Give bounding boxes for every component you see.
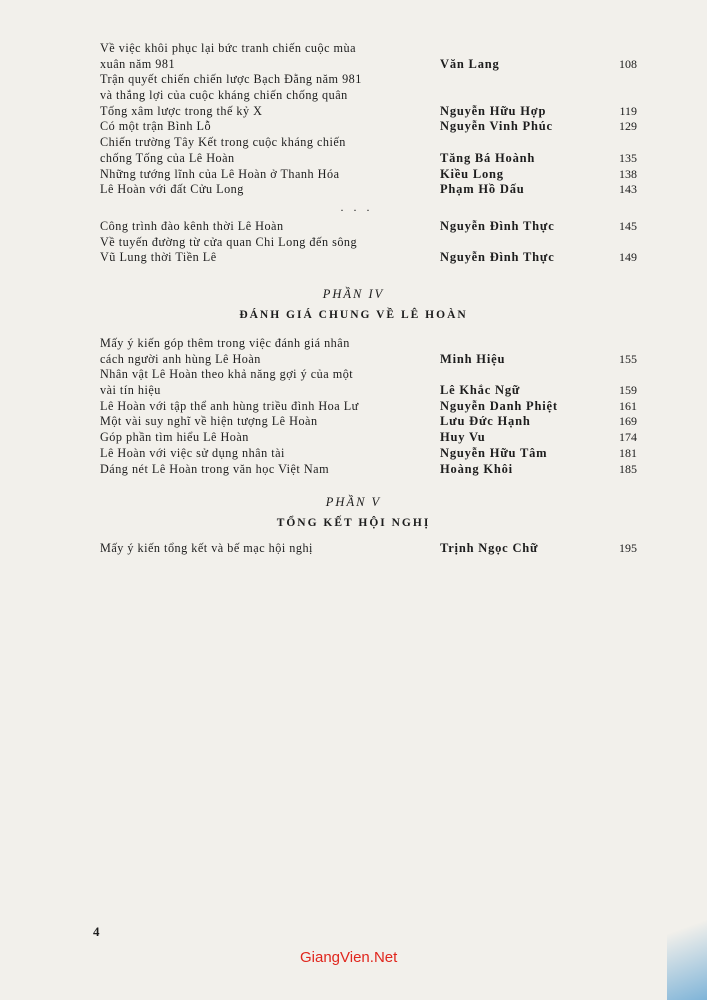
toc-entry (100, 414, 640, 430)
entry-author: Phạm Hồ Dấu (440, 182, 525, 197)
entry-title-line: Chiến trường Tây Kết trong cuộc kháng chiến (100, 135, 346, 150)
toc-entry (100, 167, 640, 183)
entry-title-line: Lê Hoàn với đất Cửu Long (100, 182, 244, 197)
entry-page-number: 108 (619, 56, 637, 71)
entry-page-number: 155 (619, 351, 637, 366)
toc-entry (100, 41, 640, 72)
entry-title-line: Góp phần tìm hiểu Lê Hoàn (100, 430, 249, 445)
entry-page-number: 119 (619, 103, 637, 118)
toc-entry (100, 336, 640, 367)
entry-title-line: chống Tống của Lê Hoàn (100, 150, 235, 165)
entry-page-number: 174 (619, 430, 637, 445)
toc-entry (100, 219, 640, 235)
entry-author: Nguyễn Danh Phiệt (440, 398, 558, 413)
scan-edge-tint (667, 880, 707, 1000)
entry-title-line: Có một trận Bình Lỗ (100, 119, 212, 134)
entry-author: Lê Khắc Ngữ (440, 383, 521, 398)
toc-entry (100, 462, 640, 478)
entry-page-number: 143 (619, 182, 637, 197)
entry-author: Kiều Long (440, 166, 504, 181)
entry-page-number: 149 (619, 250, 637, 265)
toc-section-part3-cont (100, 41, 640, 198)
entry-title-line: Nhân vật Lê Hoàn theo khả năng gợi ý của một (100, 367, 354, 382)
toc-entry (100, 430, 640, 446)
entry-title-line: Những tướng lĩnh của Lê Hoàn ở Thanh Hóa (100, 166, 340, 181)
entry-page-number: 185 (619, 461, 637, 476)
entry-title-line: cách người anh hùng Lê Hoàn (100, 351, 261, 366)
toc-entry (100, 446, 640, 462)
toc-entry (100, 182, 640, 198)
entry-page-number: 169 (619, 414, 637, 429)
entry-author: Hoàng Khôi (440, 461, 513, 476)
entry-title-line: Lê Hoàn với việc sử dụng nhân tài (100, 445, 285, 460)
entry-title-line: Trận quyết chiến chiến lược Bạch Đằng năm 981 (100, 72, 362, 87)
toc-entry (100, 72, 640, 119)
toc-entry (100, 367, 640, 398)
entry-page-number: 145 (619, 219, 637, 233)
part-label: PHẦN IV (322, 287, 385, 301)
entry-page-number: 195 (619, 541, 637, 555)
entry-page-number: 129 (619, 119, 637, 134)
watermark: GiangVien.Net (300, 949, 398, 966)
entry-title-line: xuân năm 981 (100, 56, 176, 71)
entry-page-number: 135 (619, 150, 637, 165)
entry-author: Trịnh Ngọc Chữ (440, 541, 539, 555)
entry-author: Tăng Bá Hoành (440, 150, 536, 165)
entry-author: Văn Lang (440, 56, 500, 71)
entry-author: Nguyễn Hữu Hợp (440, 103, 547, 118)
toc-entry (100, 399, 640, 415)
entry-author: Minh Hiệu (440, 351, 506, 366)
entry-title-line: vài tín hiệu (100, 383, 161, 398)
entry-title-line: và thắng lợi của cuộc kháng chiến chống quân (100, 88, 348, 103)
entry-title-line: Vũ Lung thời Tiền Lê (100, 250, 217, 265)
toc-entry (100, 119, 640, 135)
part-title: TỔNG KẾT HỘI NGHỊ (276, 517, 431, 529)
entry-author: Nguyễn Đình Thực (440, 250, 555, 265)
toc-section-canals (100, 219, 640, 266)
toc-entry (100, 541, 640, 557)
entry-page-number: 161 (619, 398, 637, 413)
section-separator-dots: · · · (340, 203, 373, 217)
part-title: ĐÁNH GIÁ CHUNG VỀ LÊ HOÀN (239, 309, 468, 321)
entry-title-line: Mấy ý kiến tổng kết và bế mạc hội nghị (100, 541, 313, 555)
toc-entry (100, 235, 640, 266)
entry-title-line: Về việc khôi phục lại bức tranh chiến cuộc mùa (100, 41, 357, 55)
entry-page-number: 159 (619, 383, 637, 398)
entry-page-number: 138 (619, 166, 637, 181)
toc-entry (100, 135, 640, 166)
toc-section-part5 (100, 541, 640, 557)
entry-author: Huy Vu (440, 430, 486, 445)
entry-title-line: Lê Hoàn với tập thể anh hùng triều đình Hoa Lư (100, 398, 359, 413)
entry-title-line: Công trình đào kênh thời Lê Hoàn (100, 219, 284, 233)
entry-page-number: 181 (619, 445, 637, 460)
entry-title-line: Dáng nét Lê Hoàn trong văn học Việt Nam (100, 461, 330, 476)
entry-author: Nguyễn Hữu Tâm (440, 445, 548, 460)
part-label: PHẦN V (325, 495, 382, 509)
entry-author: Nguyễn Đình Thực (440, 219, 555, 233)
toc-section-part4 (100, 336, 640, 477)
page-number: 4 (93, 924, 100, 939)
entry-title-line: Một vài suy nghĩ về hiện tượng Lê Hoàn (100, 414, 318, 429)
entry-title-line: Về tuyến đường từ cửa quan Chi Long đến sông (100, 234, 358, 249)
entry-title-line: Mấy ý kiến góp thêm trong việc đánh giá nhân (100, 336, 350, 350)
entry-title-line: Tống xâm lược trong thế kỷ X (100, 103, 263, 118)
entry-author: Nguyễn Vinh Phúc (440, 119, 553, 134)
entry-author: Lưu Đức Hạnh (440, 414, 531, 429)
